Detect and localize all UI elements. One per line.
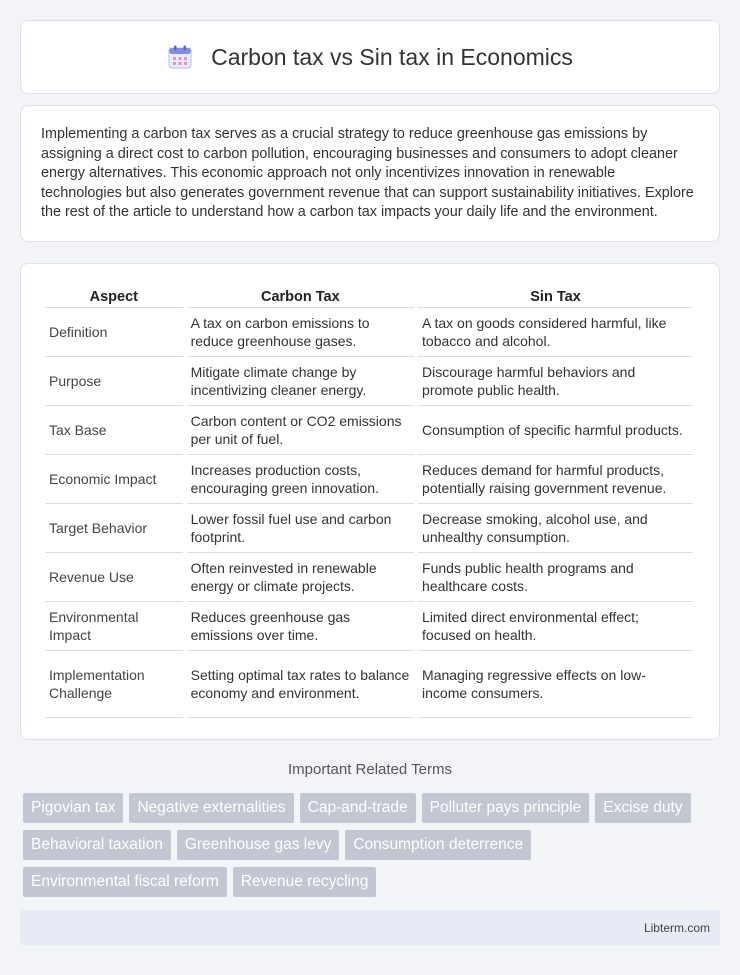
row-carbon-tax: A tax on carbon emissions to reduce greenhouse gases. bbox=[187, 308, 414, 357]
row-carbon-tax: Reduces greenhouse gas emissions over time. bbox=[187, 602, 414, 651]
row-sin-tax: Consumption of specific harmful products. bbox=[418, 406, 693, 455]
table-row bbox=[45, 504, 693, 553]
header-card bbox=[20, 20, 720, 94]
table-row bbox=[45, 357, 693, 406]
row-sin-tax: Reduces demand for harmful products, potentially raising government revenue. bbox=[418, 455, 693, 504]
table-row bbox=[45, 602, 693, 651]
comparison-table bbox=[41, 284, 697, 718]
table-row bbox=[45, 308, 693, 357]
table-row bbox=[45, 651, 693, 718]
row-carbon-tax: Lower fossil fuel use and carbon footprint. bbox=[187, 504, 414, 553]
header-aspect: Aspect bbox=[45, 284, 183, 308]
row-aspect: Revenue Use bbox=[45, 553, 183, 602]
row-aspect: Tax Base bbox=[45, 406, 183, 455]
row-sin-tax: Managing regressive effects on low-income consumers. bbox=[418, 651, 693, 718]
tag-row bbox=[23, 867, 723, 897]
intro-card bbox=[20, 105, 720, 242]
tag-consumption-deterrence[interactable]: Consumption deterrence bbox=[345, 830, 531, 860]
table-row bbox=[45, 553, 693, 602]
row-aspect: Purpose bbox=[45, 357, 183, 406]
row-sin-tax: Funds public health programs and healthcare costs. bbox=[418, 553, 693, 602]
tag-behavioral-taxation[interactable]: Behavioral taxation bbox=[23, 830, 171, 860]
page-title: Carbon tax vs Sin tax in Economics bbox=[211, 43, 573, 70]
row-aspect: Economic Impact bbox=[45, 455, 183, 504]
title-wrap bbox=[167, 44, 573, 71]
tag-environmental-fiscal-reform[interactable]: Environmental fiscal reform bbox=[23, 867, 227, 897]
table-row bbox=[45, 406, 693, 455]
tag-cap-and-trade[interactable]: Cap-and-trade bbox=[300, 793, 416, 823]
intro-text: Implementing a carbon tax serves as a crucial strategy to reduce greenhouse gas emissions by assigning a direct cost to carbon pollution, encouraging businesses and consumers to adopt cleaner energy alternatives. This economic approach not only incentivizes innovation in renewable technologies but also generates government revenue that can support sustainability initiatives. Explore the rest of the article to understand how a carbon tax impacts your daily life and the environment. bbox=[41, 126, 694, 221]
row-carbon-tax: Often reinvested in renewable energy or climate projects. bbox=[187, 553, 414, 602]
comparison-card bbox=[20, 263, 720, 740]
tag-greenhouse-gas-levy[interactable]: Greenhouse gas levy bbox=[177, 830, 339, 860]
row-sin-tax: A tax on goods considered harmful, like tobacco and alcohol. bbox=[418, 308, 693, 357]
row-carbon-tax: Carbon content or CO2 emissions per unit of fuel. bbox=[187, 406, 414, 455]
table-row bbox=[45, 455, 693, 504]
footer-site-link[interactable]: Libterm.com bbox=[643, 920, 710, 935]
calendar-icon bbox=[167, 44, 193, 70]
row-carbon-tax: Increases production costs, encouraging green innovation. bbox=[187, 455, 414, 504]
tag-row bbox=[23, 830, 723, 860]
tag-excise-duty[interactable]: Excise duty bbox=[595, 793, 690, 823]
row-carbon-tax: Mitigate climate change by incentivizing cleaner energy. bbox=[187, 357, 414, 406]
table-header-row bbox=[45, 284, 693, 308]
header-sin-tax: Sin Tax bbox=[418, 284, 693, 308]
row-carbon-tax: Setting optimal tax rates to balance economy and environment. bbox=[187, 651, 414, 718]
footer bbox=[20, 910, 720, 945]
row-aspect: Target Behavior bbox=[45, 504, 183, 553]
row-sin-tax: Decrease smoking, alcohol use, and unhealthy consumption. bbox=[418, 504, 693, 553]
row-aspect: Implementation Challenge bbox=[45, 651, 183, 718]
related-terms-title: Important Related Terms bbox=[288, 761, 452, 778]
row-sin-tax: Discourage harmful behaviors and promote public health. bbox=[418, 357, 693, 406]
tag-negative-externalities[interactable]: Negative externalities bbox=[129, 793, 293, 823]
row-aspect: Environmental Impact bbox=[45, 602, 183, 651]
row-sin-tax: Limited direct environmental effect; focused on health. bbox=[418, 602, 693, 651]
related-terms-tags bbox=[23, 793, 723, 904]
tag-revenue-recycling[interactable]: Revenue recycling bbox=[233, 867, 377, 897]
tag-row bbox=[23, 793, 723, 823]
tag-polluter-pays-principle[interactable]: Polluter pays principle bbox=[422, 793, 590, 823]
header-carbon-tax: Carbon Tax bbox=[187, 284, 414, 308]
row-aspect: Definition bbox=[45, 308, 183, 357]
tag-pigovian-tax[interactable]: Pigovian tax bbox=[23, 793, 123, 823]
